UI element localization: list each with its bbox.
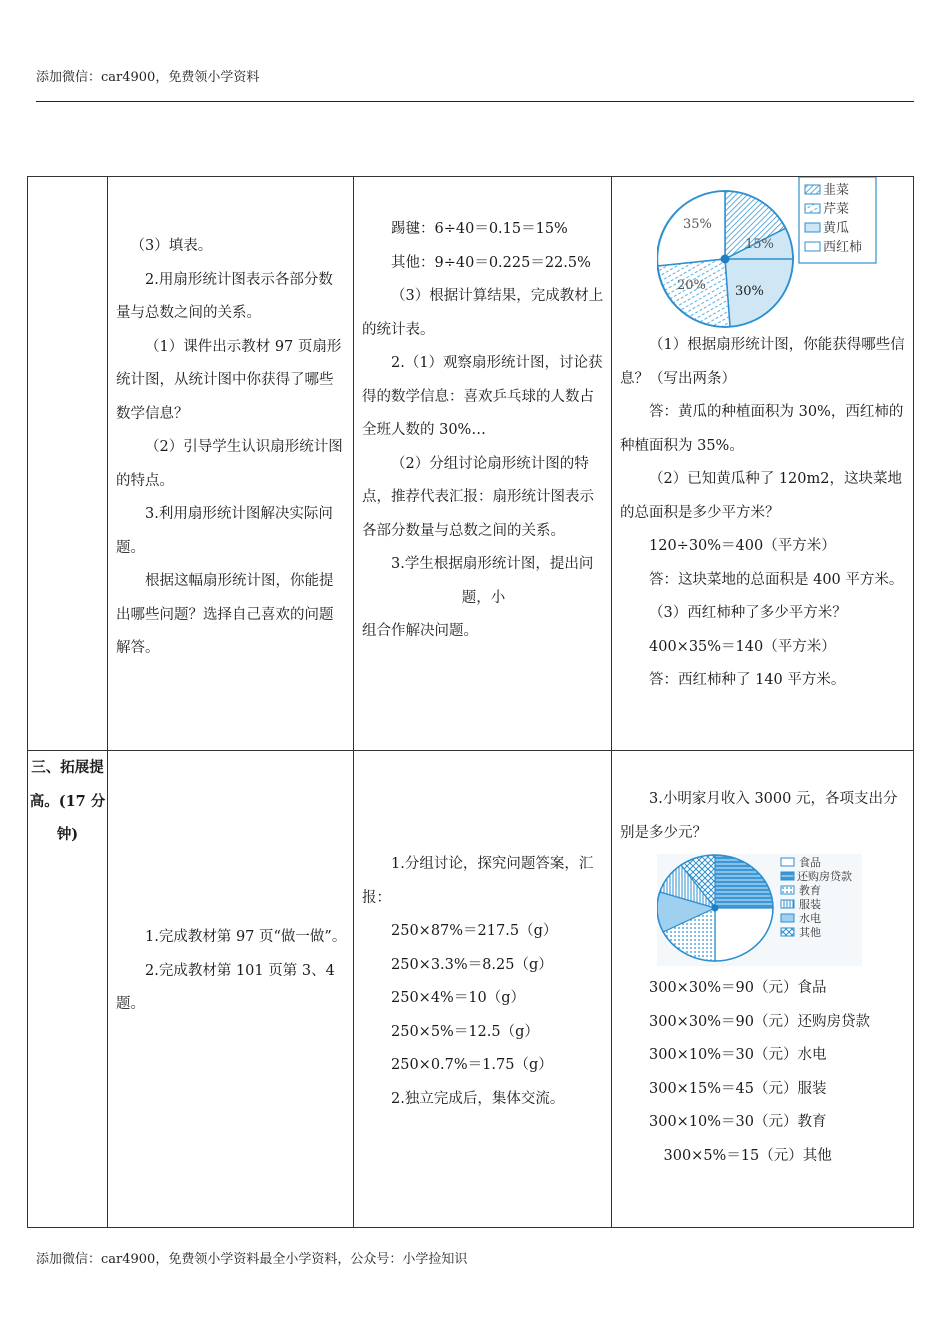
stage-title: 三、拓展提高。(17 分钟) [29,759,106,843]
exercise-cell [612,177,914,751]
exercise-line: 答：这块菜地的总面积是 400 平方米。 [649,571,904,588]
exercise-line: 300×10%＝30（元）水电 [649,1047,827,1063]
exercise-question: 3.小明家月收入 3000 元，各项支出分别是多少元？ [620,791,898,841]
student-step: 250×87%＝217.5（g） [391,923,558,939]
student-step: 250×3.3%＝8.25（g） [391,956,553,973]
expense-pie-chart [657,854,862,966]
stage-cell [28,751,108,1228]
student-step: 3.学生根据扇形统计图，提出问 [391,556,594,572]
teacher-step: 3.利用扇形统计图解决实际问题。 [116,506,333,556]
student-step: 250×5%＝12.5（g） [391,1023,539,1040]
student-step: （3）根据计算结果，完成教材上的统计表。 [362,288,604,338]
legend-label: 芹菜 [823,202,850,217]
lesson-table [27,176,914,1228]
student-step: 2.（1）观察扇形统计图，讨论获得的数学信息：喜欢乒乓球的人数占全班人数的 30%… [362,355,603,438]
student-step: 踢毽：6÷40＝0.15＝15% [391,221,568,237]
legend-label: 服装 [799,898,821,911]
student-step: （2）分组讨论扇形统计图的特点，推荐代表汇报：扇形统计图表示各部分数量与总数之间的关系。 [362,455,594,539]
stage-cell [28,177,108,751]
student-step: 250×0.7%＝1.75（g） [391,1057,553,1073]
teacher-step: （1）课件出示教材 97 页扇形统计图，从统计图中你获得了哪些数学信息？ [116,338,342,422]
student-step: 250×4%＝10（g） [391,990,526,1006]
exercise-line: 300×5%＝15（元）其他 [663,1147,832,1164]
table-row [28,177,914,751]
exercise-line: 300×30%＝90（元）食品 [649,980,827,996]
legend-label: 其他 [799,926,821,939]
student-step: 2.独立完成后，集体交流。 [391,1090,565,1107]
vegetable-pie-chart [657,177,897,329]
student-step: 其他：9÷40＝0.225＝22.5% [391,254,591,271]
header-divider [36,101,914,102]
exercise-line: 120÷30%＝400（平方米） [649,538,836,554]
student-step: 1.分组讨论，探究问题答案，汇报： [362,856,594,906]
student-activity-cell [354,177,612,751]
pie-label: 35% [683,217,712,232]
exercise-cell [612,751,914,1228]
teacher-step: 根据这幅扇形统计图，你能提出哪些问题？选择自己喜欢的问题解答。 [116,573,334,656]
exercise-line: （2）已知黄瓜种了 120m2，这块菜地的总面积是多少平方米？ [620,471,902,521]
legend-label: 还购房贷款 [797,870,852,883]
legend-label: 教育 [799,884,821,897]
legend-label: 水电 [799,912,821,925]
legend-label: 食品 [799,856,821,869]
pie-label: 30% [735,284,764,299]
teacher-step: 1.完成教材第 97 页“做一做”。 [145,929,347,945]
teacher-activity-cell [108,177,354,751]
student-activity-cell [354,751,612,1228]
teacher-activity-cell [108,751,354,1228]
exercise-line: （3）西红柿种了多少平方米？ [649,605,847,621]
exercise-line: 答：西红柿种了 140 平方米。 [649,672,846,688]
exercise-line: 300×15%＝45（元）服装 [649,1080,827,1097]
exercise-line: （1）根据扇形统计图，你能获得哪些信息？（写出两条） [620,337,905,387]
student-step: 组合作解决问题。 [362,623,478,639]
pie-label: 20% [677,278,706,293]
legend-label: 西红柿 [823,240,863,255]
table-row [28,751,914,1228]
teacher-step: （3）填表。 [130,238,213,254]
student-step: 题，小 [461,589,506,606]
teacher-step: 2.完成教材第 101 页第 3、4 题。 [116,962,335,1012]
teacher-step: 2.用扇形统计图表示各部分数量与总数之间的关系。 [116,271,333,321]
teacher-step: （2）引导学生认识扇形统计图的特点。 [116,439,343,489]
page-header: 添加微信：car4900，免费领小学资料 [36,70,260,85]
exercise-line: 答：黄瓜的种植面积为 30%，西红柿的种植面积为 35%。 [620,404,904,454]
exercise-line: 400×35%＝140（平方米） [649,638,836,655]
legend-label: 黄瓜 [823,221,850,236]
exercise-line: 300×30%＝90（元）还购房贷款 [649,1013,871,1030]
exercise-line: 300×10%＝30（元）教育 [649,1114,827,1130]
pie-label: 15% [745,237,774,252]
page-footer: 添加微信：car4900，免费领小学资料最全小学资料，公众号：小学捡知识 [36,1252,468,1267]
legend-label: 韭菜 [823,183,850,198]
